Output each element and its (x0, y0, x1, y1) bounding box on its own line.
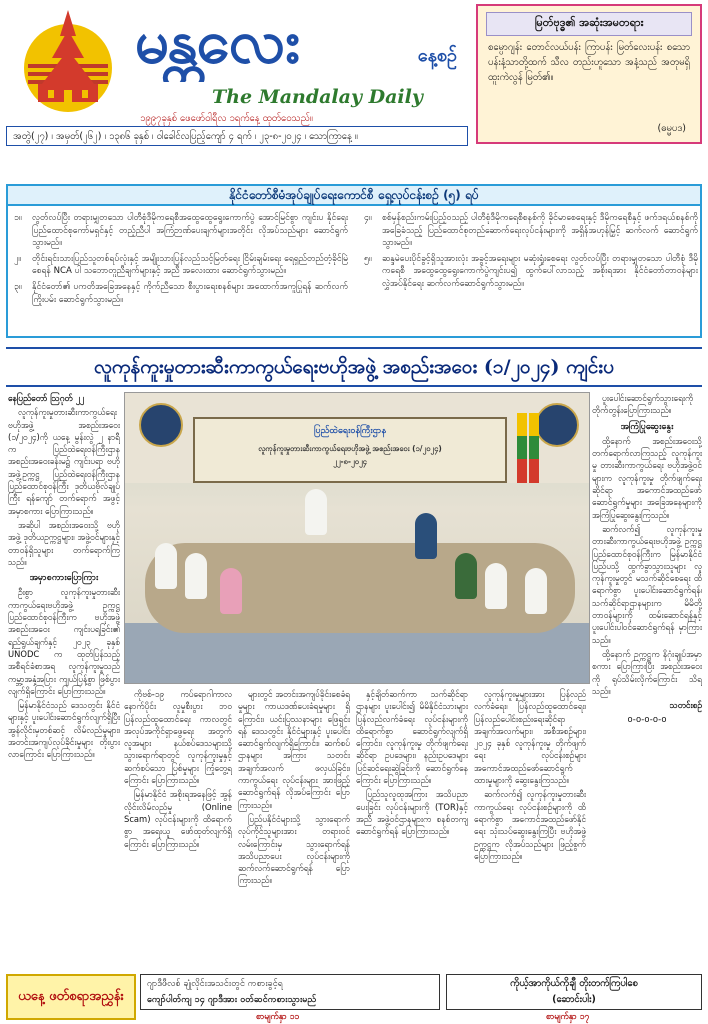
founded-line: ၁၉၉၇ခုနှစ် ဖေဖော်ဝါရီလ ၁ရက်နေ့ ထုတ်ဝေသည်။ (140, 113, 313, 124)
paragraph: ဆက်လက်၍ လူကုန်ကူးမှုတားဆီးကာကွယ်ရေး လုပ်ငန်းစဉ်များကို ထိရောက်စွာ အကောင်အထည်ဖော်နိုင်ရေး သုံးသပ်ဆွေးနွေးကြပြီး ဗဟိုအဖွဲ့ဥက္ကဋ္ဌက လိုအပ်သည်များ ဖြည့်စွက်ပြောကြားသည်။ (474, 789, 586, 861)
emblem-right (535, 403, 579, 447)
paragraph: ဦးစွာ လူကုန်ကူးမှုတားဆီးကာကွယ်ရေးဗဟိုအဖွဲ့ ဥက္ကဋ္ဌ ပြည်ထောင်စုဝန်ကြီးက ဗဟိုအဖွဲ့ အစည်းအဝေး ကျင်းပရခြင်း၏ ရည်ရွယ်ချက်နှင့် ၂၀၂၃ ခုနှစ် UNODC က ထုတ်ပြန်သည့် အစီရင်ခံစာအရ လူကုန်ကူးမှုသည် ကမ္ဘာ့အနှံ့အပြား ကျယ်ပြန့်စွာ ဖြစ်ပွားလျက်ရှိကြောင်း ပြောကြားသည်။ (8, 587, 120, 696)
paragraph: ကိုဗစ်-၁၉ ကပ်ရောဂါကာလနောက်ပိုင်း လူမှုစီးပွား ဘဝ ပြန်လည်ထူထောင်ရေး ကာလတွင် အလုပ်အကိုင်ရှာဖွေရေး အတွက် လူအများ နယ်စပ်ဒေသများသို့ သွားရောက်ရာတွင် လူကုန်ကူးမှုနှင့် ဆက်စပ်သော ပြစ်မှုများ ကြုံတွေ့ရကြောင်း ပြောကြားသည်။ (124, 689, 232, 786)
footer-teaser-article[interactable] (446, 974, 702, 1010)
masthead-title-suffix: နေ့စဉ် (417, 45, 457, 66)
masthead-title-text: မန္တလေး (135, 7, 299, 77)
flag (517, 413, 527, 483)
objective-number: ၂။ (14, 253, 21, 264)
meeting-photo (124, 392, 590, 684)
masthead-title (135, 2, 465, 82)
paragraph: အဆိုပါ အစည်းအဝေးသို့ ဗဟိုအဖွဲ့ ဒုတိယဥက္ကဋ္ဌများ၊ အဖွဲ့ဝင်များနှင့် တာဝန်ရှိသူများ တက်ရောက်ကြသည်။ (8, 519, 120, 567)
objective-text: နိုင်ငံတော်၏ ပကတိအခြေအနေနှင့် ကိုက်ညီသော စီးပွားရေးစနစ်များ အထောက်အကူပြုရန် ဆက်လက်ကြိုးပမ်း ဆောင်ရွက်သွားမည်။ (32, 281, 348, 305)
backdrop-title: လူကုန်ကူးမှုတားဆီးကာကွယ်ရေးဗဟိုအဖွဲ့ အစည်းအဝေး (၁/၂၀၂၄) (258, 444, 442, 453)
backdrop-date: ၂၂-၈-၂၀၂၄ (333, 457, 367, 466)
objectives-banner: နိုင်ငံတော်စီမံအုပ်ချုပ်ရေးကောင်စီ ရှေ့လုပ်ငန်းစဉ် (၅) ရပ် (6, 184, 702, 206)
objective-number: ၁။ (14, 213, 22, 223)
article-column-6 (592, 392, 702, 970)
byline: သတင်းစဉ် (669, 700, 702, 711)
palace-spire-logo (8, 6, 128, 114)
flag (529, 413, 539, 483)
backdrop-ministry: ပြည်ထဲရေးဝန်ကြီးဌာန (313, 426, 387, 436)
attendee (185, 553, 207, 599)
paragraph: လူကုန်ကူးမှုများအား ပြန်လည်လက်ခံရေး၊ ပြန်လည်ထူထောင်ရေး၊ ပြန်လည်ပေါင်းစည်းရေးဆိုင်ရာ အချက်အလက်များ၊ အစီအစဉ်များ၊ ၂၀၂၄ ခုနှစ် လူကုန်ကူးမှု တိုက်ဖျက်ရေး လုပ်ငန်းစဉ်များ အကောင်အထည်ဖော်ဆောင်ရွက်ထားမှုများကို ဆွေးနွေးကြသည်။ (474, 689, 586, 786)
paragraph: ပူးပေါင်းဆောင်ရွက်သွားရေးကို တိုက်တွန်းပြောကြားသည်။ (592, 393, 694, 416)
paragraph: နှင့်ချိတ်ဆက်ကာ သက်ဆိုင်ရာဌာနများ ပူးပေါင်း၍ မိမိနိုင်ငံသားများ ပြန်လည်လက်ခံရေး လုပ်ငန်းများကို ထိရောက်စွာ ဆောင်ရွက်လျက်ရှိကြောင်း၊ လူကုန်ကူးမှု တိုက်ဖျက်ရေး ဆိုင်ရာ ဥပဒေများ၊ နည်းဥပဒေများ ပြင်ဆင်ရေးဆွဲခြင်းကို ဆောင်ရွက်နေကြောင်း ပြောကြားသည်။ (356, 689, 468, 786)
subheading: အကြံပြုဆွေးနွေး (620, 421, 674, 432)
objectives-right-column (364, 212, 698, 294)
article-column-1 (8, 392, 120, 970)
teaser-line: ကိုယ့်အာကိုယ်ကိုချီ တိုးတက်ကြပါစေ (510, 978, 638, 989)
paragraph: ပြည်သူလူထုအကြား အသိပညာပေးခြင်း လုပ်ငန်းများကို (TOR)နှင့်အညီ အဖွဲ့ဝင်ဌာနများက စနစ်တကျ ဆောင်ရွက်ရန် ပြောကြားသည်။ (356, 789, 468, 837)
article-column-5 (474, 688, 586, 970)
article-column-4 (356, 688, 468, 970)
emblem-left (139, 403, 183, 447)
objective-item (364, 212, 698, 250)
paragraph: လူကုန်ကူးမှုတားဆီးကာကွယ်ရေးဗဟိုအဖွဲ့ အစည်းအဝေး (၁/၂၀၂၄)ကို ယနေ့ မွန်းလွဲ ၂ နာရီ က ပြည်ထဲရေးဝန်ကြီးဌာန အစည်းအဝေးခန်းမ၌ ကျင်းပရာ ဗဟိုအဖွဲ့ဥက္ကဋ္ဌ ပြည်ထဲရေးဝန်ကြီးဌာန ပြည်ထောင်စုဝန်ကြီး ဒုတိယဗိုလ်ချုပ်ကြီး ရန်ကျော် တက်ရောက် အဖွင့်အမှာစကား ပြောကြားသည်။ (8, 407, 120, 516)
teaching-body: စမ္ပောဂျန်း တောင်လယ်ပန်း ကြာပန်း မြတ်လေးပန်း စသော ပန်းနံ့သာတို့ထက် သီလ တည်းဟူသော အနံ့သည် အတုမရှိ ထူးကဲလွန် မြတ်၏။ (488, 42, 690, 83)
teaching-box (476, 4, 702, 144)
objective-item (14, 253, 348, 278)
objective-number: ၄။ (364, 213, 372, 223)
todays-reading-label: ယနေ့ ဖတ်စရာအညွှန်း (6, 974, 136, 1020)
objective-item (14, 281, 348, 306)
teaser-line: ဂျာဒီဖီလစ် ချုံလိုင်းအသင်းတွင် ကစားခွင့်ရ (147, 979, 283, 989)
objective-text: ဆန္ဒမဲပေးပိုင်ခွင့်ရှိသူအားလုံး အခွင့်အရေးများ မဆုံးရှုံးစေရေး လွတ်လပ်ပြီး တရားမျှတသော ပါတီစုံ ဒီမိုကရေစီ အထွေထွေရွေးကောက်ပွဲကျင်းပ၍ ထွက်ပေါ်လာသည့် အစိုးရအား နိုင်ငံတော်တာဝန်များ လွှဲအပ်နိုင်ရေး ဆက်လက်ဆောင်ရွက်သွားမည်။ (382, 253, 698, 289)
paragraph: ဆက်လက်၍ လူကုန်ကူးမှု တားဆီးကာကွယ်ရေးဗဟိုအဖွဲ့ ဥက္ကဋ္ဌ ပြည်ထောင်စုဝန်ကြီးက မြန်မာနိုင်ငံ ပြည်ပသို့ ထွက်ခွာသွားသူများ လူကုန်ကူးမှုတွင် မသက်ဆိုင်စေရေး ထိရောက်စွာ ပူးပေါင်းဆောင်ရွက်ရန်၊ သက်ဆိုင်ရာဌာနများက မိမိတို့ တာဝန်များကို ထမ်းဆောင်ရန်နှင့် ပူးပေါင်းပါဝင်ဆောင်ရွက်ရန် မှာကြားသည်။ (592, 523, 702, 645)
masthead (0, 0, 470, 150)
objective-text: တိုင်းရင်းသားပြည်သူတစ်ရပ်လုံးနှင့် အမျိုးသားပြန်လည်သင့်မြတ်ရေး ငြိမ်းချမ်းရေး ရေရှည်တည်တံ့ခိုင်မြဲစေရန် NCA ပါ သဘောတူညီချက်များနှင့် အညီ အလေးထား ဆောင်ရွက်သွားမည်။ (32, 253, 348, 277)
dateline: နေပြည်တော် ဩဂုတ် ၂၂ (8, 393, 84, 403)
issue-info-bar: အတွဲ(၂၇) ၊ အမှတ်(၂၆၂) ၊ ၁၃၈၆ ခုနှစ် ၊ ဝါခေါင်လပြည့်ကျော် ၄ ရက် ၊ ၂၃-၈-၂၀၂၄ ၊ သောကြာနေ့ ။ (6, 126, 468, 146)
teaser-line: (ဆောင်းပါး) (552, 994, 596, 1005)
footer-teaser-sports[interactable] (140, 974, 440, 1010)
paragraph: များတွင် အတင်းအကျပ်ခိုင်းစေခံရမှုများ ကာယဒဏ်ပေးခံရမှုများ ရှိကြောင်း၊ ယင်းပြဿနာများ ဖြေရှင်းရန် ဒေသတွင်း နိုင်ငံများနှင့် ပူးပေါင်းဆောင်ရွက်လျက်ရှိကြောင်း၊ ဆက်စပ်ဌာနများ အကြား သတင်းအချက်အလက် ဖလှယ်ခြင်း၊ ကာကွယ်ရေး လုပ်ငန်းများ အားဖြည့်ဆောင်ရွက်ရန် လိုအပ်ကြောင်း ပြောကြားသည်။ (238, 689, 350, 810)
objective-item (14, 212, 348, 250)
paragraph: ထို့နောက် အစည်းအဝေးသို့ တက်ရောက်လာကြသည့် လူကုန်ကူးမှု တားဆီးကာကွယ်ရေး ဗဟိုအဖွဲ့ဝင်များက လူကုန်ကူးမှု တိုက်ဖျက်ရေးဆိုင်ရာ အကောင်အထည်ဖော်ဆောင်ရွက်မှုများ အခြေအနေများကို အကြံပြုဆွေးနွေးကြသည်။ (592, 435, 702, 520)
teaching-heading: မြတ်ဗုဒ္ဓ၏ အဆုံးအမတရား (486, 12, 692, 36)
objective-text: စစ်မှန်စည်းကမ်းပြည့်ဝသည့် ပါတီစုံဒီမိုကရေစီစနစ်ကို ခိုင်မာစေရေးနှင့် ဒီမိုကရေစီနှင့် ဖက်ဒရယ်စနစ်ကို အခြေခံသည့် ပြည်ထောင်စုတည်ဆောက်ရေးလုပ်ငန်းများကို အရှိန်အဟုန်မြှင့် ဆက်လက် ဆောင်ရွက်သွားမည်။ (382, 213, 698, 249)
conference-table (145, 543, 575, 633)
objective-number: ၅။ (364, 253, 372, 264)
subheading: အမှာစကားပြောကြား (29, 573, 99, 584)
page-ref-left[interactable]: စာမျက်နှာ ၁၁ (256, 1012, 300, 1022)
objective-item (364, 253, 698, 291)
paragraph: မြန်မာနိုင်ငံသည် ဒေသတွင်း နိုင်ငံများနှင့် ပူးပေါင်းဆောင်ရွက်လျက်ရှိပြီး အွန်လိုင်းမှတစ်ဆင့် လိမ်လည်မှုများ၊ အတင်းအကျပ်လုပ်ခိုင်းမှုများ တိုးပွားလာကြောင်း ပြောကြားသည်။ (8, 700, 120, 760)
paragraph: ပြည်ပနိုင်ငံများသို့ သွားရောက်လုပ်ကိုင်သူများအား တရားဝင်လမ်းကြောင်းမှ သွားရောက်ရန် အသိပညာပေး လုပ်ငန်းများကို ဆက်လက်ဆောင်ရွက်ရန် ပြောကြားသည်။ (238, 813, 350, 886)
stage-backdrop (193, 417, 507, 483)
paragraph: မြန်မာနိုင်ငံ အစိုးရအနေဖြင့် အွန်လိုင်းလိမ်လည်မှု (Online Scam) လုပ်ငန်းများကို ထိရောက်စွာ အရေးယူ ဖော်ထုတ်လျက်ရှိကြောင်း ပြောကြားသည်။ (124, 789, 232, 849)
masthead-english-title: The Mandalay Daily (212, 86, 423, 108)
attendee (155, 543, 177, 589)
attendee (455, 553, 477, 599)
attendee (525, 568, 547, 614)
end-mark: o-o-o-o-o (627, 714, 667, 725)
objectives-left-column (14, 212, 348, 309)
objectives-box (6, 206, 702, 338)
teaser-line: ကျော်ပါတ်ကျ ၁၄ ဂျာဒီအား ဝတ်ဆင်ကစားသွားမည် (147, 995, 317, 1005)
article-column-3 (238, 688, 350, 970)
paragraph: ထို့နောက် ဥက္ကဋ္ဌက နိဂုံးချုပ်အမှာစကား ပြောကြားပြီး အစည်းအဝေးကို ရုပ်သိမ်းလိုက်ကြောင်း သိရသည်။ (592, 648, 702, 696)
attendee (485, 563, 507, 609)
article-column-2 (124, 688, 232, 970)
main-headline: လူကုန်ကူးမှုတားဆီးကာကွယ်ရေးဗဟိုအဖွဲ့ အစည်းအဝေး (၁/၂၀၂၄) ကျင်းပ (6, 347, 702, 387)
attendee (220, 568, 242, 614)
objective-text: လွတ်လပ်ပြီး တရားမျှတသော ပါတီစုံဒီမိုကရေစီအထွေထွေရွေးကောက်ပွဲ အောင်မြင်စွာ ကျင်းပ နိုင်ရေး ပြည်ထောင်စုကော်မရှင်နှင့် တည့်ညီပါ အကြံဉာဏ်ပေးချက်များအတိုင်း လိုအပ်သည်များ ဆောင်ရွက်သွားမည်။ (32, 213, 348, 249)
attendee (305, 489, 327, 535)
objective-number: ၃။ (14, 281, 22, 292)
page-ref-right[interactable]: စာမျက်နှာ ၁၇ (546, 1012, 590, 1022)
footer-index (6, 974, 702, 1020)
attendee (415, 513, 437, 559)
teaching-source: (ဓမ္မပဒ) (657, 123, 686, 134)
